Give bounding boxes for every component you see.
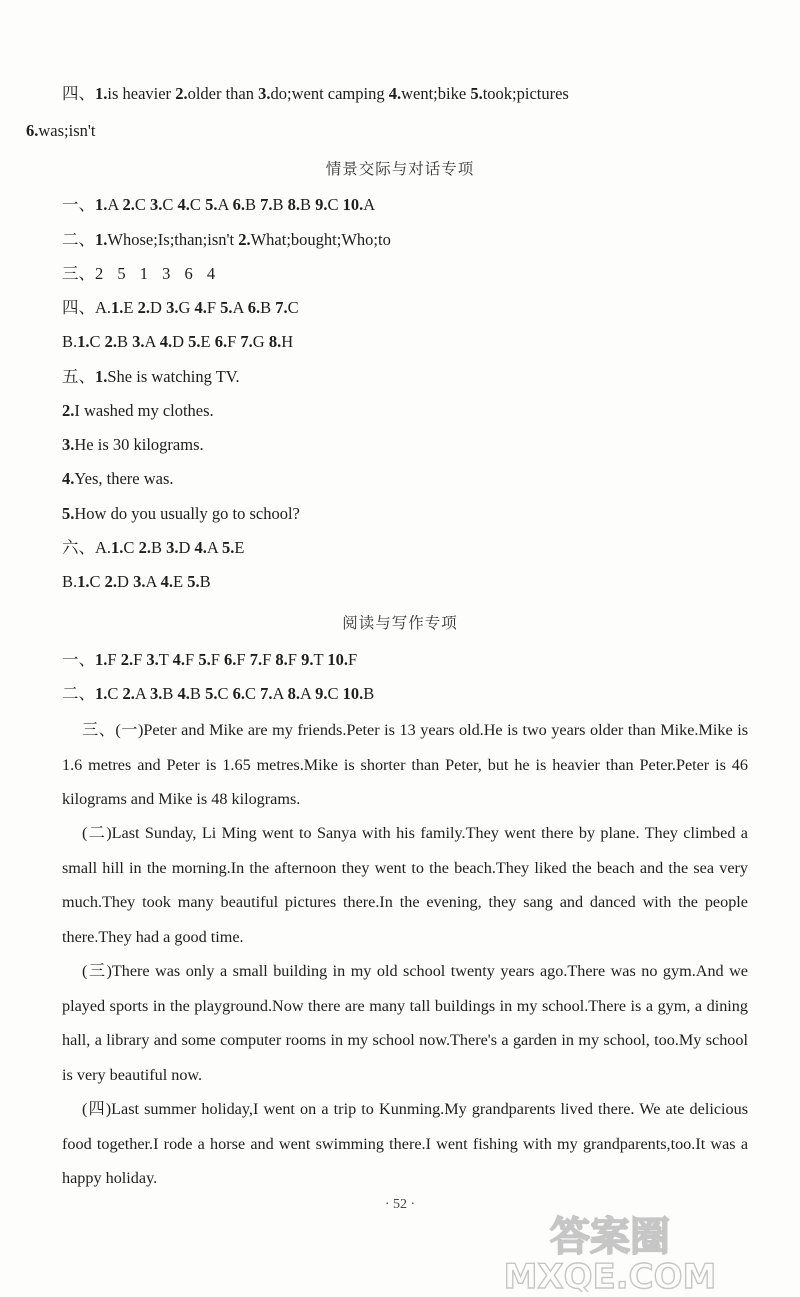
- item-text: T: [313, 650, 328, 669]
- item-number: 2.: [104, 572, 118, 591]
- item-number: 4.: [177, 195, 190, 214]
- item-number: 6.: [247, 298, 261, 317]
- item-text: B: [260, 298, 276, 317]
- item-text: C: [189, 195, 206, 214]
- item-number: 3.: [150, 195, 163, 214]
- item-number: 1.: [95, 230, 108, 249]
- item-text: 二、: [62, 230, 95, 249]
- item-text: F: [206, 298, 221, 317]
- item-number: 5.: [187, 572, 200, 591]
- item-text: F: [210, 650, 225, 669]
- item-text: D: [178, 538, 195, 557]
- item-number: 5.: [62, 504, 75, 523]
- answer-line: [62, 367, 240, 387]
- item-number: 5.: [198, 650, 211, 669]
- item-text: F: [133, 650, 147, 669]
- item-text: I washed my clothes.: [74, 401, 214, 420]
- answer-line: [62, 469, 174, 489]
- answer-line: [62, 435, 204, 455]
- item-text: F: [287, 650, 302, 669]
- item-text: D: [172, 332, 189, 351]
- item-number: 2.: [122, 195, 135, 214]
- item-number: 1.: [95, 84, 108, 103]
- item-number: 7.: [275, 298, 288, 317]
- answer-line: [62, 650, 357, 670]
- answer-line: [62, 684, 374, 704]
- answer-line: [26, 121, 95, 141]
- item-text: He is 30 kilograms.: [74, 435, 204, 454]
- item-number: 2.: [138, 538, 151, 557]
- item-text: is heavier: [107, 84, 176, 103]
- item-text: B: [189, 684, 206, 703]
- item-number: 3.: [258, 84, 271, 103]
- item-text: A: [217, 195, 233, 214]
- item-text: B: [199, 572, 211, 591]
- answer-line: [62, 504, 300, 524]
- item-number: 10.: [327, 650, 348, 669]
- item-text: B: [117, 332, 133, 351]
- item-number: 7.: [260, 195, 273, 214]
- item-text: A: [206, 538, 223, 557]
- item-number: 1.: [95, 367, 108, 386]
- item-text: B: [299, 195, 316, 214]
- item-text: F: [107, 650, 121, 669]
- item-text: C: [287, 298, 299, 317]
- item-text: D: [117, 572, 134, 591]
- item-number: 9.: [301, 650, 314, 669]
- item-number: 2.: [120, 650, 134, 669]
- item-text: 一、: [62, 195, 95, 214]
- item-number: 3.: [62, 435, 75, 454]
- item-text: do;went camping: [270, 84, 389, 103]
- answer-line: [62, 84, 569, 104]
- item-text: C: [327, 195, 343, 214]
- item-text: 一、: [62, 650, 95, 669]
- item-text: A: [272, 684, 288, 703]
- item-text: E: [234, 538, 245, 557]
- item-number: 3.: [150, 684, 163, 703]
- item-text: 六、A.: [62, 538, 112, 557]
- answer-line: [62, 401, 214, 421]
- item-number: 5.: [188, 332, 201, 351]
- item-number: 4.: [388, 84, 402, 103]
- item-text: B.: [62, 572, 78, 591]
- item-number: 1.: [77, 332, 90, 351]
- item-text: took;pictures: [482, 84, 569, 103]
- item-number: 6.: [232, 195, 245, 214]
- item-text: E: [123, 298, 138, 317]
- answer-line: [62, 572, 211, 592]
- item-text: B: [150, 538, 167, 557]
- item-number: 2.: [137, 298, 151, 317]
- item-number: 1.: [95, 195, 108, 214]
- item-text: C: [89, 572, 105, 591]
- item-number: 1.: [111, 538, 124, 557]
- item-number: 2.: [175, 84, 188, 103]
- page-number: · 52 ·: [384, 1197, 416, 1212]
- item-number: 5.: [220, 298, 233, 317]
- item-text: B: [272, 195, 288, 214]
- item-number: 4.: [194, 298, 207, 317]
- answer-line: 三、2 5 1 3 6 4: [62, 264, 216, 283]
- item-text: A: [232, 298, 248, 317]
- item-text: 四、A.: [62, 298, 112, 317]
- item-number: 7.: [249, 650, 263, 669]
- item-text: C: [327, 684, 343, 703]
- item-text: E: [200, 332, 215, 351]
- item-number: 6.: [26, 121, 39, 140]
- item-number: 10.: [342, 684, 364, 703]
- item-text: F: [236, 650, 250, 669]
- item-text: A: [107, 195, 123, 214]
- item-number: 1.: [77, 572, 90, 591]
- item-number: 9.: [315, 684, 328, 703]
- item-number: 8.: [287, 684, 300, 703]
- item-text: T: [158, 650, 173, 669]
- item-number: 7.: [240, 332, 253, 351]
- answer-line: [62, 298, 299, 318]
- item-text: C: [107, 684, 123, 703]
- item-number: 2.: [122, 684, 135, 703]
- item-text: How do you usually go to school?: [74, 504, 300, 523]
- item-text: H: [281, 332, 294, 351]
- item-text: was;isn't: [38, 121, 96, 140]
- writing-paragraph-4: (四)Last summer holiday,I went on a trip to Kunming.My grandparents lived there. We ate delicious food together.I rode a horse and went swimming there.I went fishing with my grandparents,too.It was a happy holiday.: [62, 1100, 748, 1187]
- item-number: 5.: [205, 195, 218, 214]
- item-text: C: [244, 684, 261, 703]
- item-number: 1.: [95, 684, 108, 703]
- item-number: 6.: [214, 332, 228, 351]
- item-number: 3.: [132, 332, 145, 351]
- answer-line: [62, 332, 293, 352]
- item-text: C: [217, 684, 233, 703]
- item-number: 3.: [166, 298, 179, 317]
- item-text: older than: [187, 84, 259, 103]
- item-text: G: [178, 298, 195, 317]
- answer-line: [62, 538, 244, 558]
- item-number: 2.: [238, 230, 251, 249]
- item-number: 10.: [342, 195, 364, 214]
- item-number: 4.: [160, 572, 173, 591]
- item-text: B.: [62, 332, 78, 351]
- item-number: 4.: [159, 332, 173, 351]
- item-number: 8.: [268, 332, 282, 351]
- item-number: 5.: [470, 84, 483, 103]
- writing-paragraph-2: (二)Last Sunday, Li Ming went to Sanya with his family.They went there by plane. They climbed a small hill in the morning.In the afternoon they went to the beach.They liked the beach and the sea very much.They took many beautiful pictures there.In the evening, they sang and danced with the people there.They had a good time.: [62, 824, 748, 946]
- item-text: G: [252, 332, 269, 351]
- item-number: 5.: [222, 538, 235, 557]
- item-text: A: [144, 332, 160, 351]
- item-number: 4.: [62, 469, 75, 488]
- item-number: 5.: [205, 684, 218, 703]
- item-text: 二、: [62, 684, 95, 703]
- item-text: B: [363, 684, 375, 703]
- item-text: A: [299, 684, 316, 703]
- watermark-url: MXQE.COM: [503, 1257, 717, 1292]
- item-text: Whose;Is;than;isn't: [107, 230, 239, 249]
- item-number: 6.: [224, 650, 237, 669]
- item-text: F: [227, 332, 241, 351]
- item-number: 1.: [95, 650, 108, 669]
- item-number: 3.: [133, 572, 146, 591]
- item-text: What;bought;Who;to: [250, 230, 391, 249]
- item-text: F: [348, 650, 358, 669]
- item-text: A: [363, 195, 376, 214]
- item-number: 3.: [146, 650, 159, 669]
- item-text: went;bike: [401, 84, 471, 103]
- item-text: B: [162, 684, 178, 703]
- item-text: F: [262, 650, 276, 669]
- item-text: C: [134, 195, 151, 214]
- item-number: 4.: [172, 650, 186, 669]
- answer-line: [62, 230, 391, 250]
- item-text: 五、: [62, 367, 95, 386]
- item-text: F: [185, 650, 199, 669]
- watermark-title: 答案圈: [550, 1214, 670, 1260]
- item-number: 4.: [194, 538, 207, 557]
- item-number: 8.: [275, 650, 288, 669]
- watermark-logo: [430, 1206, 790, 1292]
- item-number: 3.: [166, 538, 179, 557]
- item-text: Yes, there was.: [74, 469, 174, 488]
- item-number: 8.: [287, 195, 300, 214]
- item-text: C: [162, 195, 178, 214]
- section-heading-reading: 阅读与写作专项: [342, 614, 458, 632]
- item-text: A: [145, 572, 161, 591]
- item-text: B: [244, 195, 261, 214]
- item-number: 6.: [232, 684, 245, 703]
- item-number: 2.: [104, 332, 118, 351]
- item-number: 7.: [260, 684, 273, 703]
- writing-paragraph-1: 三、(一)Peter and Mike are my friends.Peter is 13 years old.He is two years older than Mike.Mike is 1.6 metres and Peter is 1.65 metres.Mike is shorter than Peter, but he is heavier than Peter.Peter is 46 kilograms and Mike is 48 kilograms.: [62, 721, 748, 808]
- item-text: She is watching TV.: [107, 367, 240, 386]
- item-text: A: [134, 684, 151, 703]
- item-number: 9.: [315, 195, 328, 214]
- item-text: C: [89, 332, 105, 351]
- item-text: C: [123, 538, 139, 557]
- item-number: 1.: [111, 298, 124, 317]
- item-number: 4.: [177, 684, 190, 703]
- item-text: D: [150, 298, 167, 317]
- item-text: E: [172, 572, 188, 591]
- item-text: 四、: [62, 84, 95, 103]
- section-heading-dialogue: 情景交际与对话专项: [325, 160, 475, 178]
- writing-paragraph-3: (三)There was only a small building in my old school twenty years ago.There was no gym.And we played sports in the playground.Now there are many tall buildings in my school.There is a gym, a dining hall, a library and some computer rooms in my school now.There's a garden in my school, too.My school is very beautiful now.: [62, 962, 748, 1084]
- answer-line: [62, 195, 375, 215]
- item-number: 2.: [62, 401, 75, 420]
